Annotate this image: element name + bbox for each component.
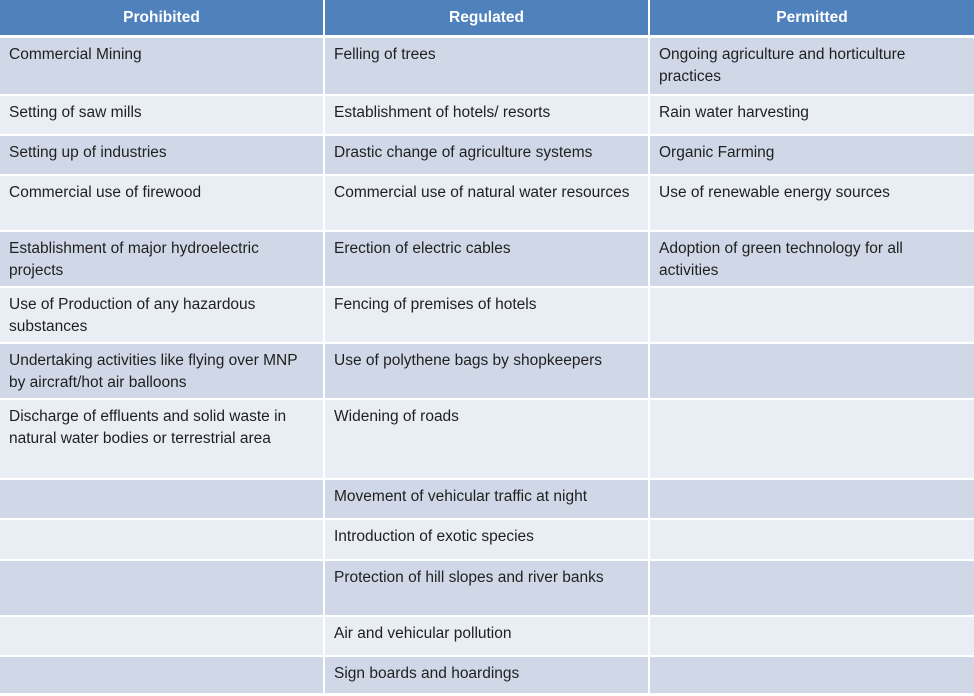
table-row (0, 135, 974, 175)
prohibited-cell: Commercial use of firewood (0, 175, 324, 231)
prohibited-cell: Discharge of effluents and solid waste in natural water bodies or terrestrial area (0, 399, 324, 479)
permitted-cell: Ongoing agriculture and horticulture practices (649, 37, 974, 95)
permitted-cell: Adoption of green technology for all activities (649, 231, 974, 287)
regulated-cell: Sign boards and hoardings (324, 656, 649, 694)
table-row (0, 399, 974, 479)
regulated-cell: Felling of trees (324, 37, 649, 95)
permitted-cell (649, 656, 974, 694)
table-row (0, 343, 974, 399)
table-row (0, 560, 974, 616)
permitted-cell (649, 616, 974, 656)
permitted-cell (649, 399, 974, 479)
prohibited-cell: Setting of saw mills (0, 95, 324, 135)
table-row (0, 287, 974, 343)
regulated-cell: Introduction of exotic species (324, 519, 649, 560)
prohibited-cell (0, 479, 324, 519)
header-regulated: Regulated (324, 0, 649, 37)
table-row (0, 37, 974, 95)
table-row (0, 231, 974, 287)
prohibited-cell (0, 519, 324, 560)
permitted-cell (649, 287, 974, 343)
permitted-cell (649, 560, 974, 616)
permitted-cell: Use of renewable energy sources (649, 175, 974, 231)
regulated-cell: Fencing of premises of hotels (324, 287, 649, 343)
header-permitted: Permitted (649, 0, 974, 37)
prohibited-cell (0, 656, 324, 694)
regulated-cell: Drastic change of agriculture systems (324, 135, 649, 175)
prohibited-cell: Commercial Mining (0, 37, 324, 95)
header-row (0, 0, 974, 37)
prohibited-cell (0, 616, 324, 656)
header-prohibited: Prohibited (0, 0, 324, 37)
regulated-cell: Erection of electric cables (324, 231, 649, 287)
table-row (0, 479, 974, 519)
regulated-cell: Commercial use of natural water resources (324, 175, 649, 231)
permitted-cell (649, 519, 974, 560)
regulated-cell: Movement of vehicular traffic at night (324, 479, 649, 519)
regulated-cell: Establishment of hotels/ resorts (324, 95, 649, 135)
regulated-cell: Protection of hill slopes and river banks (324, 560, 649, 616)
prohibited-cell: Use of Production of any hazardous substances (0, 287, 324, 343)
table-row (0, 175, 974, 231)
prohibited-cell: Setting up of industries (0, 135, 324, 175)
permitted-cell: Organic Farming (649, 135, 974, 175)
table-row (0, 519, 974, 560)
regulated-cell: Widening of roads (324, 399, 649, 479)
permitted-cell: Rain water harvesting (649, 95, 974, 135)
permitted-cell (649, 343, 974, 399)
table-row (0, 656, 974, 694)
regulated-cell: Use of polythene bags by shopkeepers (324, 343, 649, 399)
permitted-cell (649, 479, 974, 519)
prohibited-cell: Establishment of major hydroelectric projects (0, 231, 324, 287)
prohibited-cell: Undertaking activities like flying over MNP by aircraft/hot air balloons (0, 343, 324, 399)
table-row (0, 95, 974, 135)
prohibited-cell (0, 560, 324, 616)
regulated-cell: Air and vehicular pollution (324, 616, 649, 656)
table-row (0, 616, 974, 656)
